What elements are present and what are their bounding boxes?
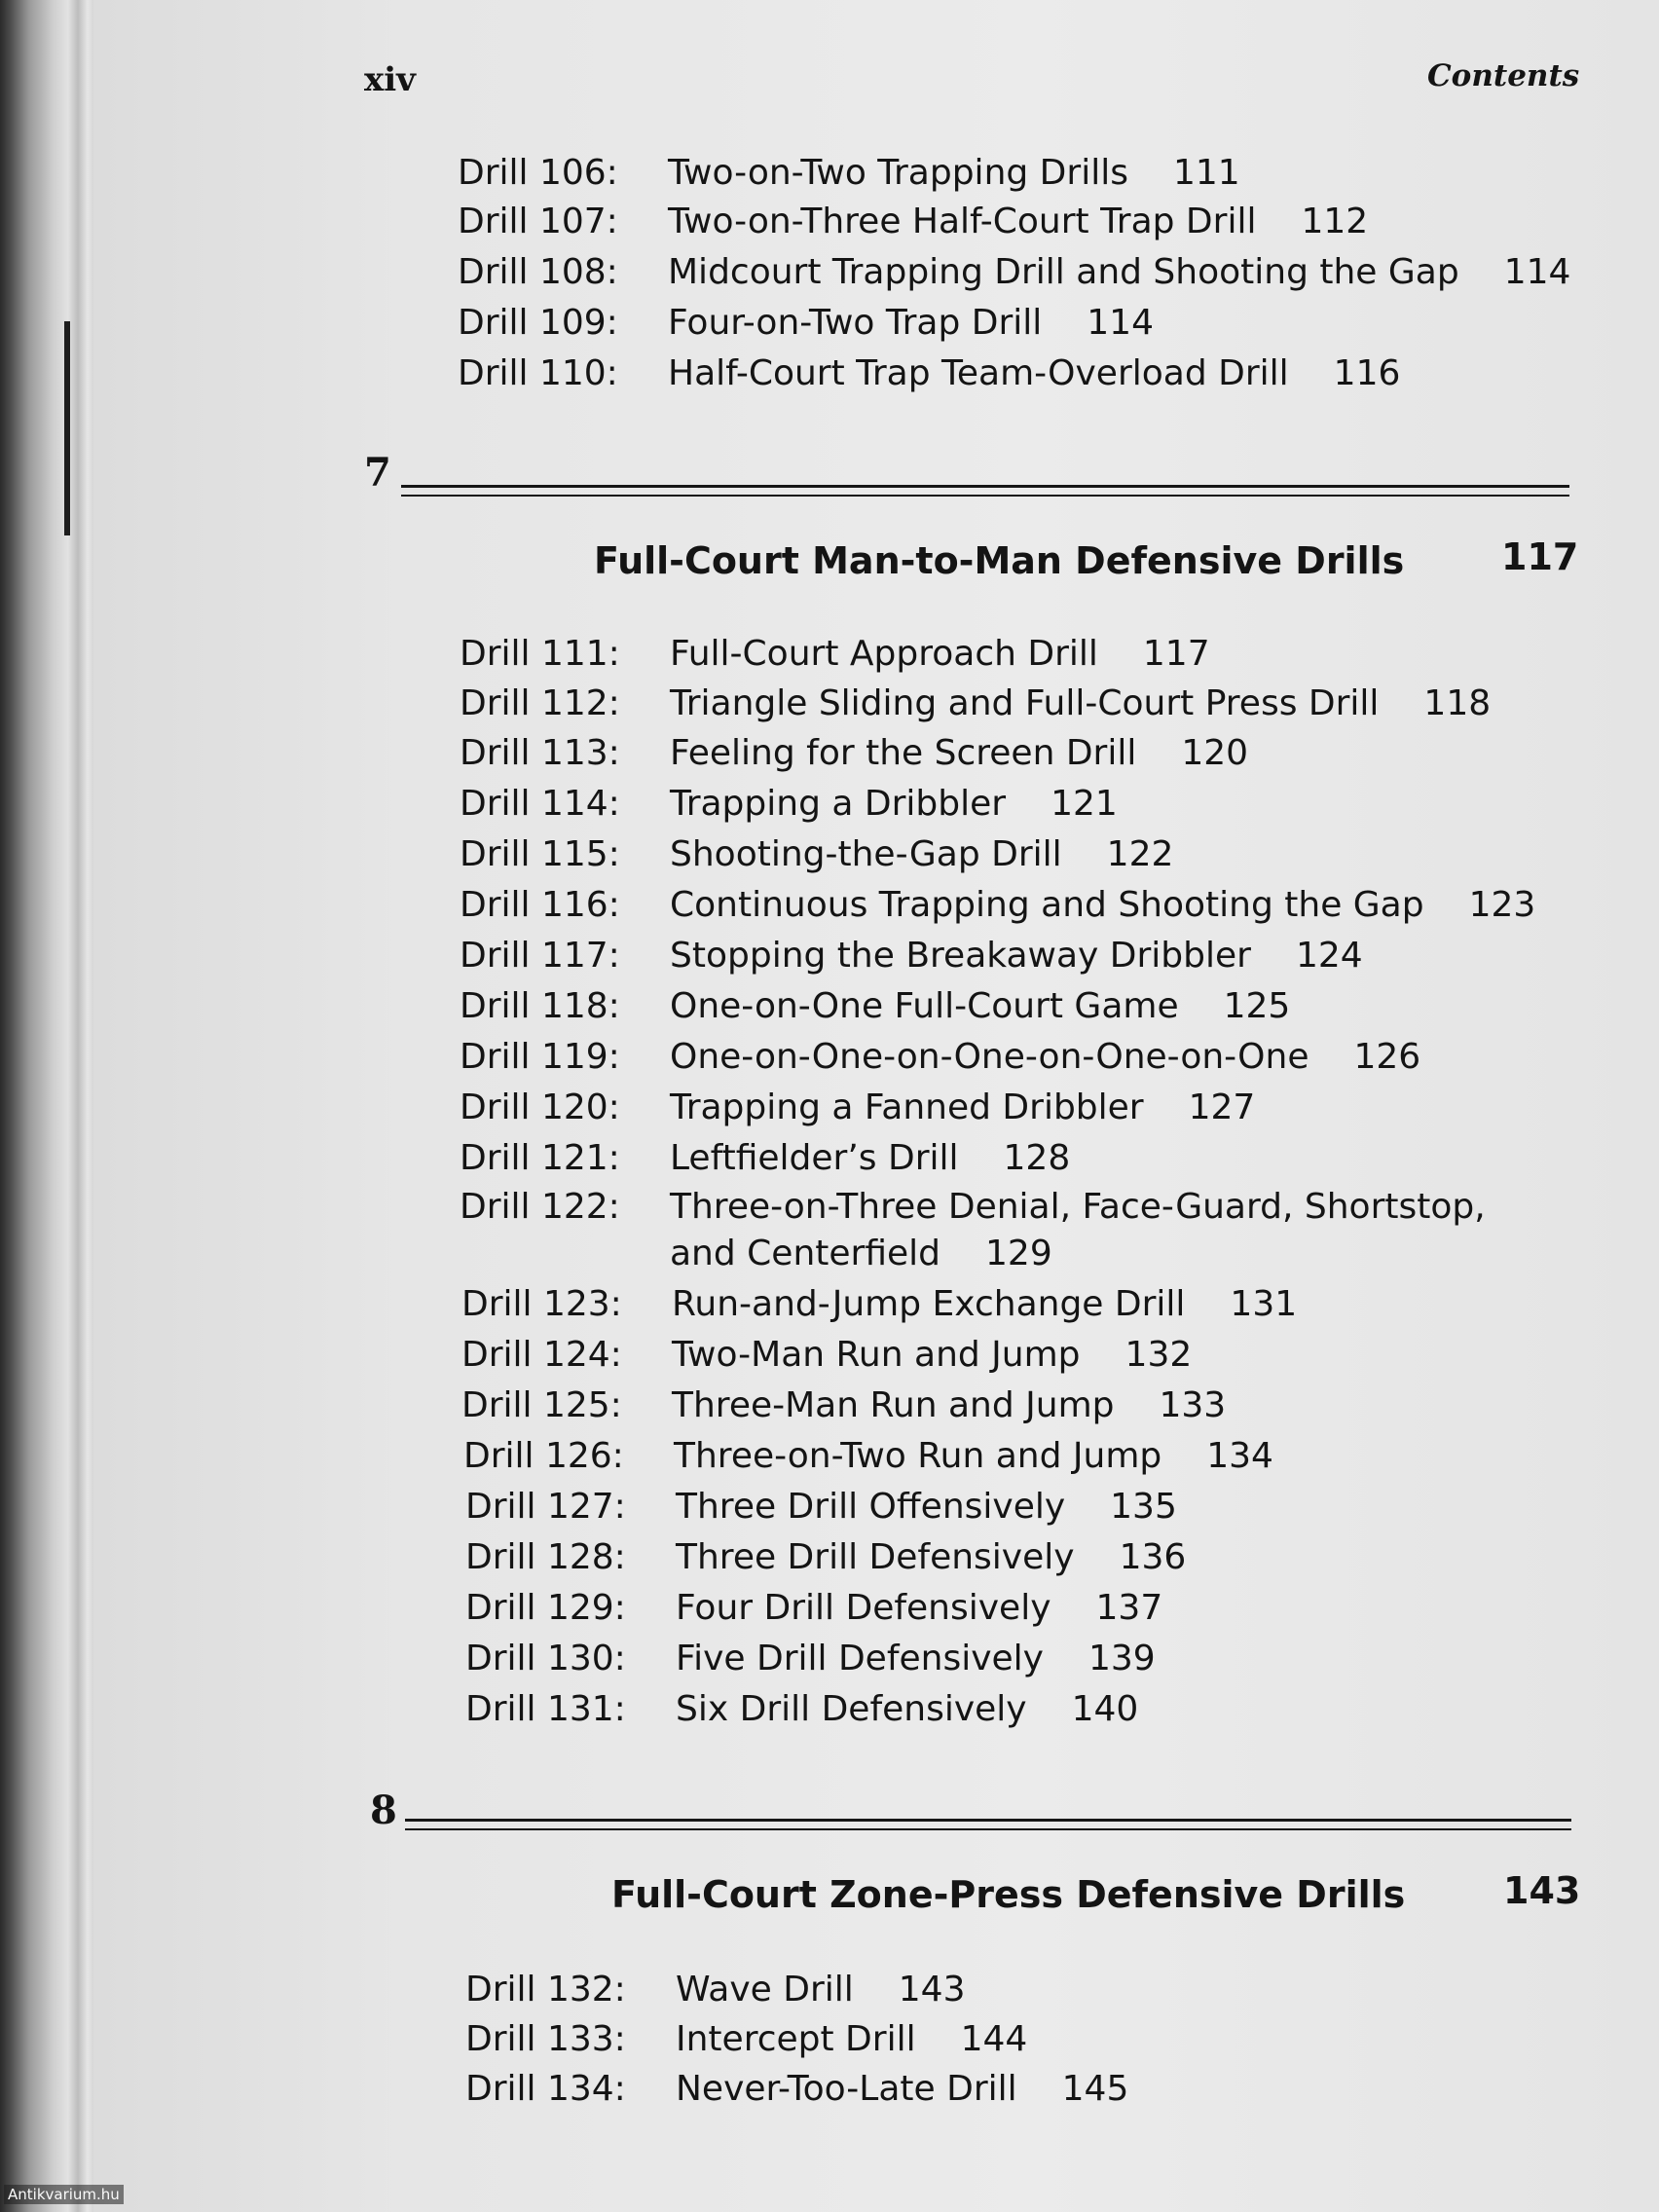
drill-number: Drill 119: [460, 1037, 620, 1077]
drill-title: Trapping a Dribbler [670, 784, 1007, 824]
drill-page: 143 [898, 1970, 966, 2009]
drill-page: 125 [1223, 986, 1291, 1026]
drill-number: Drill 106: [458, 153, 618, 193]
drill-page: 124 [1295, 936, 1363, 976]
drill-number: Drill 108: [458, 252, 618, 292]
drill-page: 134 [1206, 1436, 1273, 1476]
drill-page: 129 [985, 1234, 1052, 1273]
drill-title: Continuous Trapping and Shooting the Gap [670, 885, 1424, 925]
drill-page: 128 [1003, 1138, 1071, 1178]
drill-title: Three Drill Defensively [676, 1537, 1075, 1577]
book-spine [0, 0, 93, 2212]
drill-number: Drill 134: [465, 2069, 626, 2109]
chapter-rule [405, 1819, 1571, 1822]
drill-title: Three-on-Two Run and Jump [674, 1436, 1162, 1476]
chapter-rule [401, 485, 1569, 488]
drill-page: 145 [1061, 2069, 1129, 2109]
drill-title: Midcourt Trapping Drill and Shooting the Gap [668, 252, 1459, 292]
drill-title-continued: and Centerfield [670, 1234, 941, 1273]
drill-title: Run-and-Jump Exchange Drill [672, 1284, 1186, 1324]
drill-number: Drill 128: [465, 1537, 626, 1577]
drill-title: Shooting-the-Gap Drill [670, 834, 1062, 874]
drill-title: One-on-One Full-Court Game [670, 986, 1179, 1026]
drill-page: 136 [1119, 1537, 1187, 1577]
drill-number: Drill 112: [460, 683, 620, 723]
drill-title: Two-Man Run and Jump [672, 1335, 1081, 1375]
drill-number: Drill 125: [461, 1385, 622, 1425]
drill-number: Drill 122: [460, 1187, 620, 1227]
drill-number: Drill 118: [460, 986, 620, 1026]
chapter-rule [401, 495, 1569, 497]
chapter-number: 7 [364, 450, 391, 496]
drill-title: Full-Court Approach Drill [670, 634, 1098, 674]
chapter-title: Full-Court Man-to-Man Defensive Drills [594, 539, 1405, 582]
drill-title: One-on-One-on-One-on-One-on-One [670, 1037, 1309, 1077]
drill-title: Five Drill Defensively [676, 1639, 1044, 1678]
drill-number: Drill 132: [465, 1970, 626, 2009]
drill-page: 111 [1172, 153, 1240, 193]
drill-title: Four Drill Defensively [676, 1588, 1051, 1628]
drill-page: 131 [1230, 1284, 1298, 1324]
drill-page: 121 [1051, 784, 1118, 824]
drill-page: 144 [960, 2019, 1028, 2059]
drill-number: Drill 114: [460, 784, 620, 824]
drill-number: Drill 116: [460, 885, 620, 925]
drill-title: Leftfielder’s Drill [670, 1138, 959, 1178]
drill-title: Trapping a Fanned Dribbler [670, 1088, 1144, 1127]
drill-number: Drill 127: [465, 1487, 626, 1527]
drill-title: Three Drill Offensively [676, 1487, 1066, 1527]
drill-page: 118 [1423, 683, 1492, 723]
drill-number: Drill 110: [458, 353, 618, 393]
drill-page: 116 [1333, 353, 1401, 393]
drill-title: Half-Court Trap Team-Overload Drill [668, 353, 1289, 393]
drill-page: 112 [1301, 202, 1369, 241]
chapter-rule [405, 1828, 1571, 1830]
drill-number: Drill 123: [461, 1284, 622, 1324]
drill-number: Drill 113: [460, 733, 620, 773]
drill-number: Drill 120: [460, 1088, 620, 1127]
drill-number: Drill 126: [463, 1436, 624, 1476]
drill-title: Three-Man Run and Jump [672, 1385, 1115, 1425]
drill-page: 122 [1106, 834, 1174, 874]
drill-number: Drill 133: [465, 2019, 626, 2059]
drill-title: Three-on-Three Denial, Face-Guard, Shortstop, [670, 1187, 1486, 1227]
drill-number: Drill 115: [460, 834, 620, 874]
drill-title: Intercept Drill [676, 2019, 916, 2059]
chapter-page: 117 [1501, 535, 1579, 578]
drill-number: Drill 117: [460, 936, 620, 976]
drill-number: Drill 131: [465, 1689, 626, 1729]
drill-page: 114 [1087, 303, 1154, 343]
watermark: Antikvarium.hu [4, 2185, 124, 2204]
drill-page: 140 [1071, 1689, 1139, 1729]
drill-page: 137 [1095, 1588, 1163, 1628]
drill-number: Drill 124: [461, 1335, 622, 1375]
drill-title: Triangle Sliding and Full-Court Press Drill [670, 683, 1380, 723]
drill-page: 133 [1159, 1385, 1227, 1425]
drill-number: Drill 109: [458, 303, 618, 343]
drill-title: Two-on-Two Trapping Drills [668, 153, 1128, 193]
drill-number: Drill 129: [465, 1588, 626, 1628]
drill-number: Drill 107: [458, 202, 618, 241]
chapter-title: Full-Court Zone-Press Defensive Drills [611, 1873, 1406, 1916]
spine-edge [64, 321, 70, 535]
chapter-page: 143 [1503, 1869, 1581, 1912]
drill-page: 123 [1468, 885, 1536, 925]
running-head-section: Contents [1427, 58, 1580, 93]
drill-title: Feeling for the Screen Drill [670, 733, 1137, 773]
drill-title: Two-on-Three Half-Court Trap Drill [668, 202, 1257, 241]
drill-page: 117 [1142, 634, 1210, 674]
drill-page: 114 [1503, 252, 1571, 292]
drill-page: 127 [1188, 1088, 1256, 1127]
drill-title: Six Drill Defensively [676, 1689, 1027, 1729]
drill-title: Four-on-Two Trap Drill [668, 303, 1043, 343]
drill-title: Stopping the Breakaway Dribbler [670, 936, 1251, 976]
drill-page: 126 [1353, 1037, 1421, 1077]
chapter-number: 8 [370, 1788, 397, 1833]
drill-page: 139 [1088, 1639, 1156, 1678]
drill-page: 135 [1110, 1487, 1177, 1527]
drill-number: Drill 111: [460, 634, 620, 674]
drill-page: 120 [1181, 733, 1249, 773]
page-number: xiv [364, 60, 416, 99]
drill-number: Drill 130: [465, 1639, 626, 1678]
drill-page: 132 [1124, 1335, 1193, 1375]
drill-title: Never-Too-Late Drill [676, 2069, 1017, 2109]
drill-number: Drill 121: [460, 1138, 620, 1178]
drill-title: Wave Drill [676, 1970, 854, 2009]
